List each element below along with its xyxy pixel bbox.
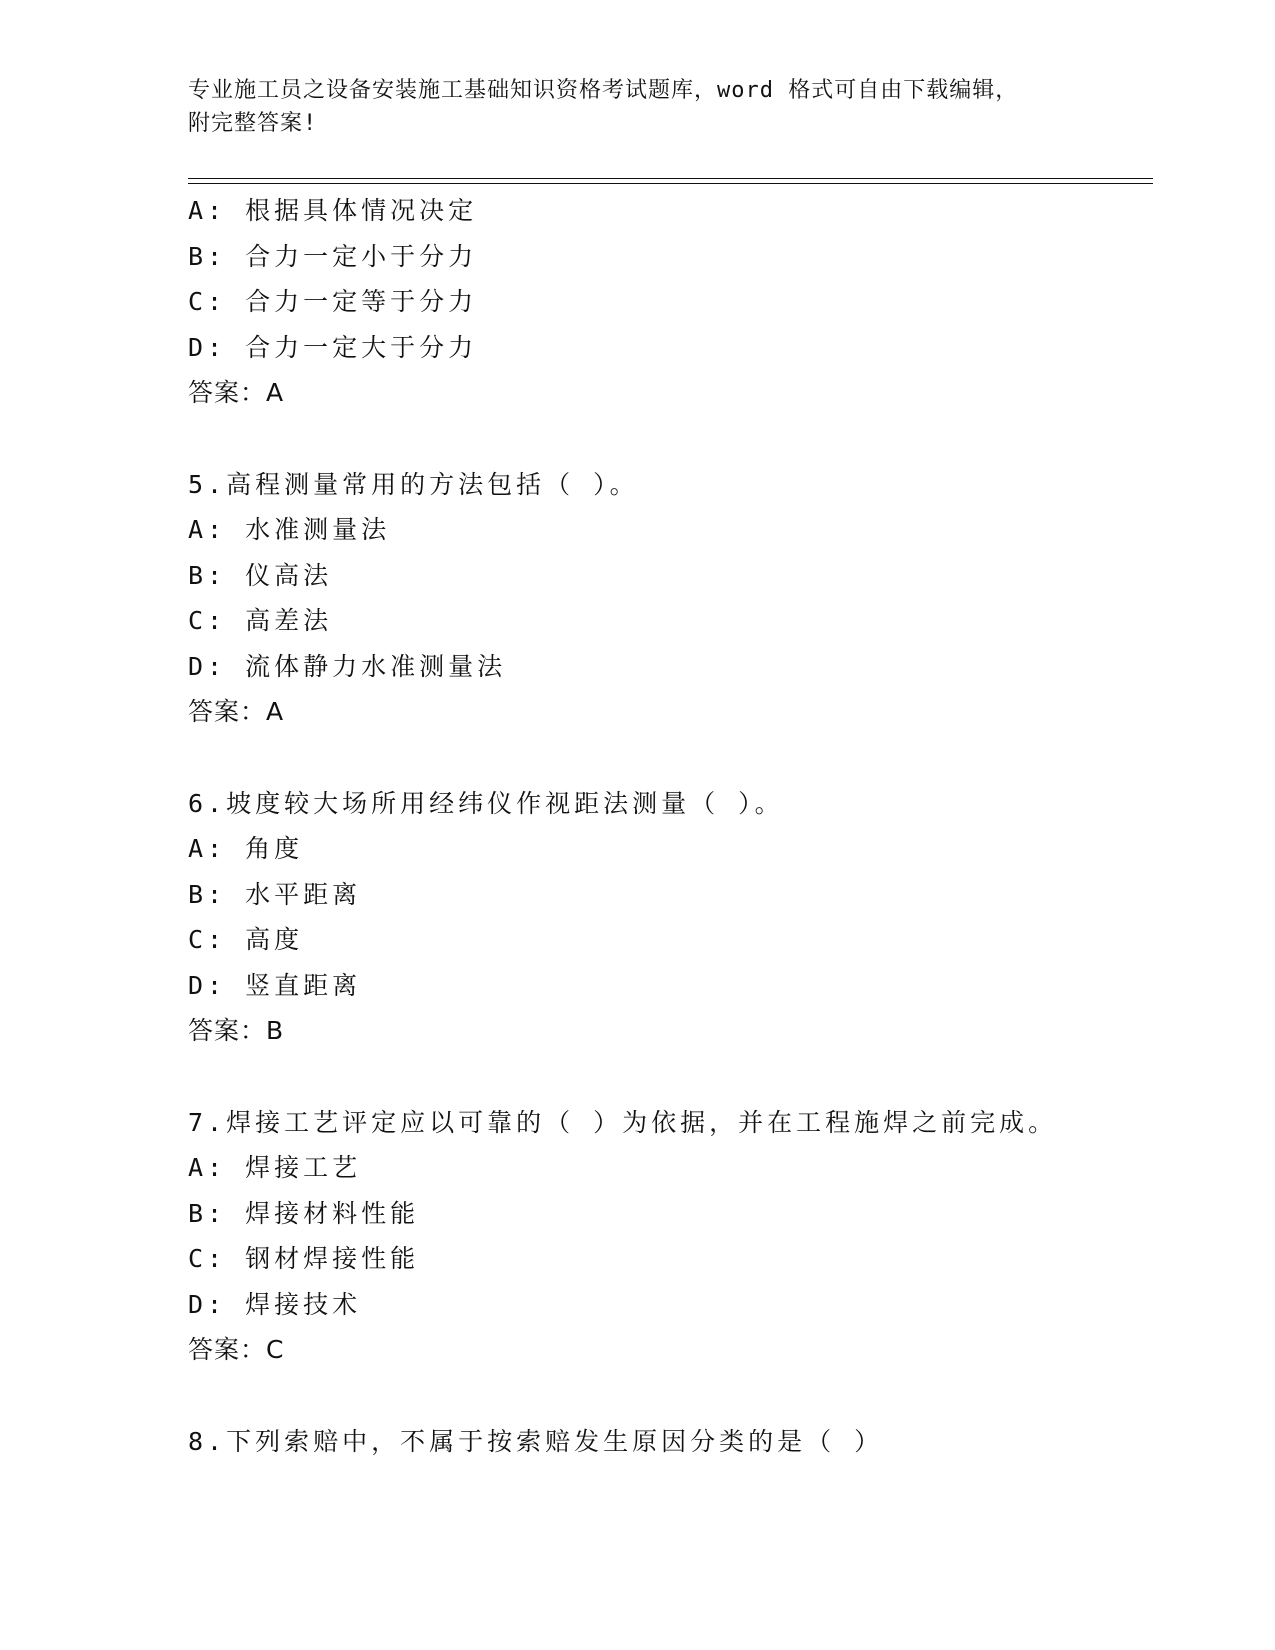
option-b: B: 水平距离 — [188, 879, 362, 909]
question-block-6 — [188, 781, 1148, 1054]
question-block-8 — [188, 1419, 1148, 1465]
option-c: C: 高差法 — [188, 606, 333, 635]
answer-line: 答案：A — [188, 697, 285, 726]
option-d: D: 合力一定大于分力 — [188, 332, 478, 362]
question-block-5 — [188, 462, 1148, 735]
spacer — [188, 1373, 1148, 1419]
answer-line: 答案：A — [188, 378, 285, 407]
question-list — [188, 188, 1148, 1464]
option-b: B: 合力一定小于分力 — [188, 241, 478, 271]
option-d: D: 焊接技术 — [188, 1289, 362, 1319]
question-block-7 — [188, 1100, 1148, 1373]
option-d: D: 流体静力水准测量法 — [188, 651, 507, 681]
answer-line: 答案：C — [188, 1335, 285, 1364]
option-d: D: 竖直距离 — [188, 970, 362, 1000]
spacer — [188, 1054, 1148, 1100]
spacer — [188, 735, 1148, 781]
option-a: A: 水准测量法 — [188, 515, 391, 544]
option-b: B: 仪高法 — [188, 560, 333, 590]
spacer — [188, 416, 1148, 462]
option-a: A: 角度 — [188, 834, 304, 863]
question-text: 8.下列索赔中，不属于按索赔发生原因分类的是（ ） — [188, 1426, 884, 1456]
option-a: A: 焊接工艺 — [188, 1153, 362, 1182]
document-header — [188, 74, 1088, 140]
option-c: C: 合力一定等于分力 — [188, 287, 478, 316]
question-text: 6.坡度较大场所用经纬仪作视距法测量（ ）。 — [188, 788, 784, 818]
option-c: C: 钢材焊接性能 — [188, 1244, 420, 1273]
header-divider-top — [188, 178, 1153, 179]
header-divider-bottom — [188, 183, 1153, 184]
header-line-1: 专业施工员之设备安装施工基础知识资格考试题库，word 格式可自由下载编辑， — [188, 78, 1019, 103]
header-line-2: 附完整答案! — [188, 111, 318, 136]
option-c: C: 高度 — [188, 925, 304, 954]
question-block-4 — [188, 188, 1148, 416]
question-text: 5.高程测量常用的方法包括（ ）。 — [188, 469, 639, 499]
question-text: 7.焊接工艺评定应以可靠的（ ）为依据，并在工程施焊之前完成。 — [188, 1107, 1058, 1137]
answer-line: 答案：B — [188, 1016, 285, 1045]
option-b: B: 焊接材料性能 — [188, 1198, 420, 1228]
option-a: A: 根据具体情况决定 — [188, 196, 478, 225]
